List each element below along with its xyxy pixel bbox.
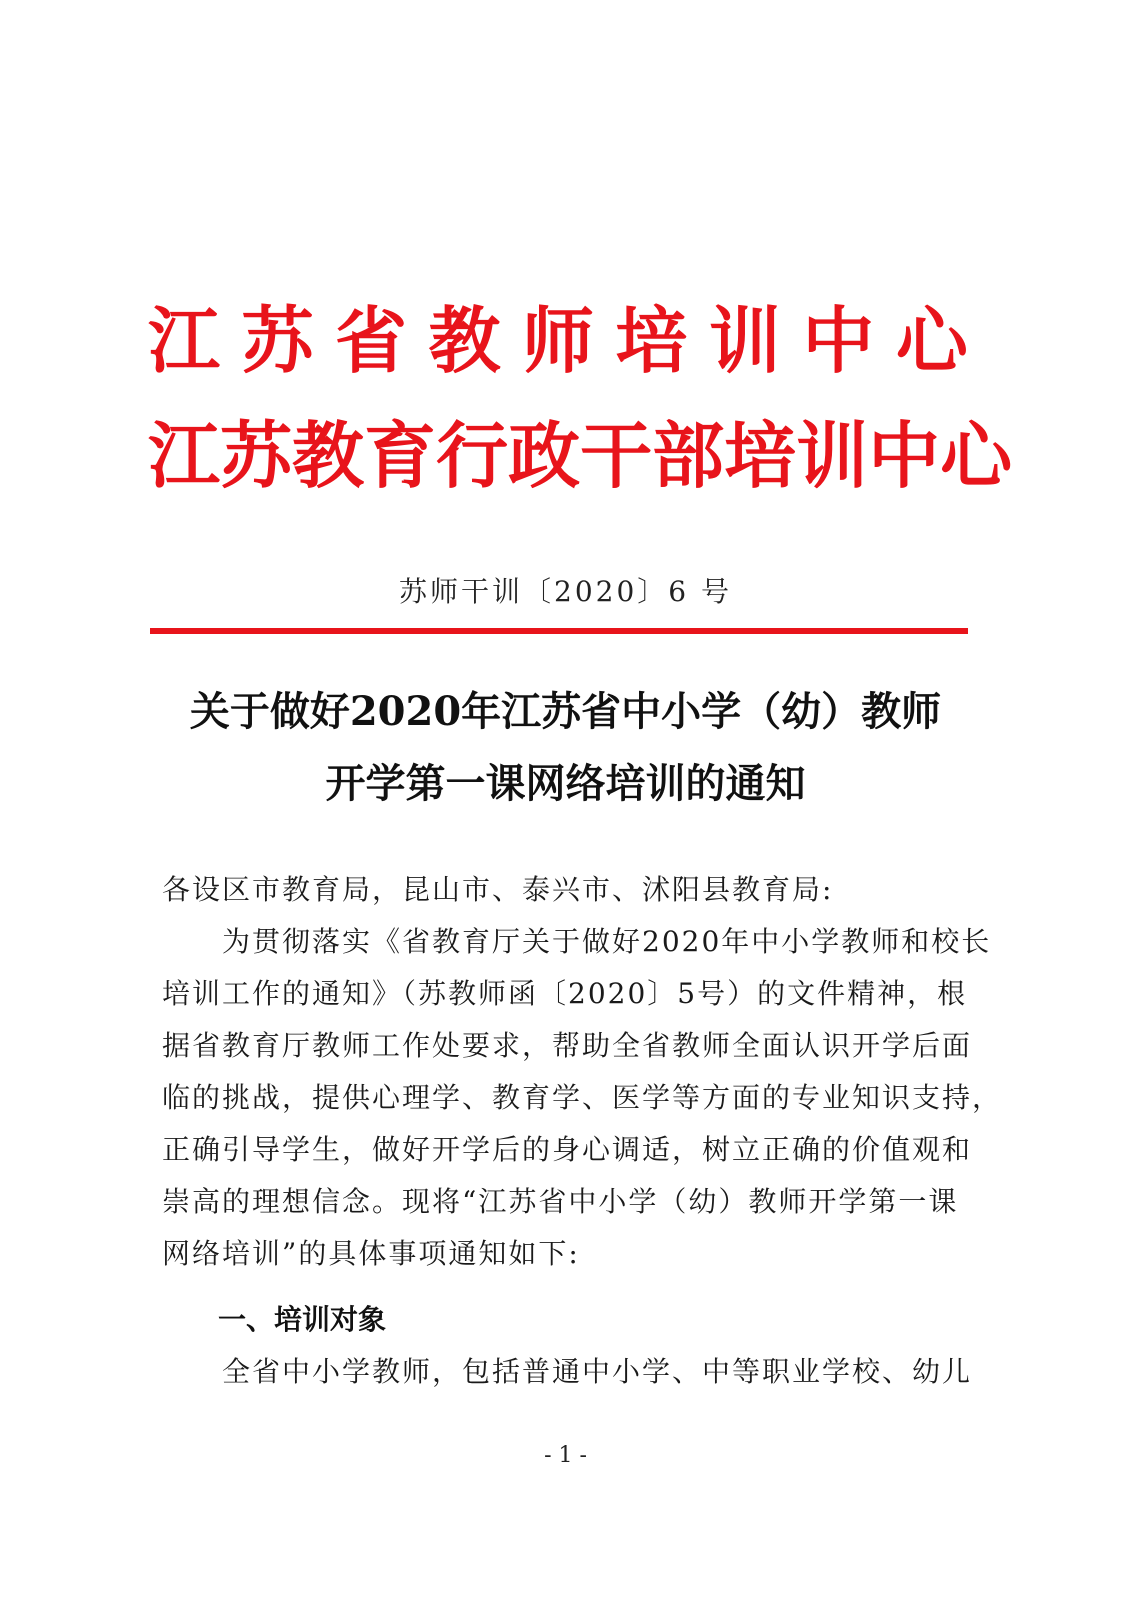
salutation: 各设区市教育局，昆山市、泰兴市、沭阳县教育局: bbox=[162, 873, 834, 906]
document-title-line-1: 关于做好2020年江苏省中小学（幼）教师 bbox=[189, 688, 942, 735]
paragraph-line: 网络培训”的具体事项通知如下: bbox=[162, 1237, 580, 1270]
issuer-char: 中 bbox=[868, 413, 941, 498]
issuer-char: 训 bbox=[708, 298, 781, 383]
section-heading: 一、培训对象 bbox=[218, 1303, 387, 1336]
issuer-char: 心 bbox=[940, 413, 1013, 498]
issuer-char: 育 bbox=[364, 413, 437, 498]
paragraph-line: 正确引导学生，做好开学后的身心调适，树立正确的价值观和 bbox=[162, 1133, 973, 1166]
issuer-line-1 bbox=[148, 298, 968, 383]
red-divider-line bbox=[150, 628, 968, 634]
issuer-char: 师 bbox=[521, 298, 594, 383]
issuer-char: 部 bbox=[652, 413, 725, 498]
paragraph-line: 崇高的理想信念。现将“江苏省中小学（幼）教师开学第一课 bbox=[162, 1185, 959, 1218]
issuer-char: 江 bbox=[148, 298, 221, 383]
issuer-char: 行 bbox=[436, 413, 509, 498]
issuer-char: 心 bbox=[895, 298, 968, 383]
issuer-char: 教 bbox=[428, 298, 501, 383]
issuer-char: 干 bbox=[580, 413, 653, 498]
paragraph-line: 临的挑战，提供心理学、教育学、医学等方面的专业知识支持， bbox=[162, 1081, 1003, 1114]
paragraph-line: 为贯彻落实《省教育厅关于做好2020年中小学教师和校长 bbox=[162, 925, 992, 958]
issuer-char: 中 bbox=[802, 298, 875, 383]
document-title-line-2: 开学第一课网络培训的通知 bbox=[325, 760, 806, 807]
issuer-char: 苏 bbox=[220, 413, 293, 498]
issuer-char: 苏 bbox=[241, 298, 314, 383]
issuer-char: 培 bbox=[724, 413, 797, 498]
paragraph-line: 据省教育厅教师工作处要求，帮助全省教师全面认识开学后面 bbox=[162, 1029, 973, 1062]
paragraph-line: 全省中小学教师，包括普通中小学、中等职业学校、幼儿 bbox=[162, 1355, 973, 1388]
issuer-char: 训 bbox=[796, 413, 869, 498]
issuer-char: 江 bbox=[148, 413, 221, 498]
issuer-line-2 bbox=[148, 413, 1013, 498]
issuer-char: 省 bbox=[334, 298, 407, 383]
issuer-char: 政 bbox=[508, 413, 581, 498]
issuer-char: 教 bbox=[292, 413, 365, 498]
issuer-char: 培 bbox=[615, 298, 688, 383]
document-number: 苏师干训〔2020〕6 号 bbox=[399, 575, 732, 608]
paragraph-line: 培训工作的通知》（苏教师函〔2020〕5号）的文件精神，根 bbox=[162, 977, 968, 1010]
page-number: - 1 - bbox=[544, 1443, 587, 1468]
